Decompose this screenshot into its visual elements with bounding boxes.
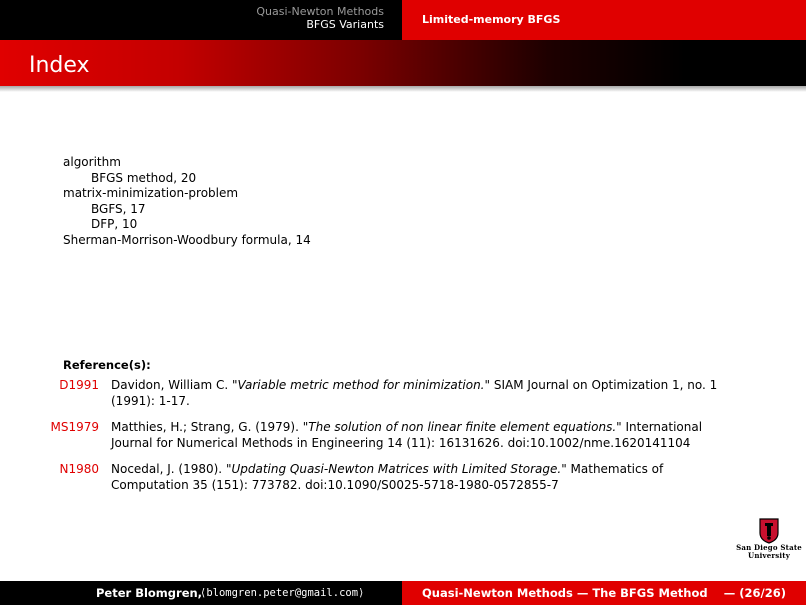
- reference-key[interactable]: N1980: [59, 462, 99, 476]
- reference-source: SIAM Journal on Optimization 1, no. 1 (1991): 1-17.: [111, 378, 718, 408]
- nav-section-group[interactable]: [0, 0, 402, 40]
- reference-source: International Journal for Numerical Methods in Engineering 14 (11): 16131626. doi:10.1002/nme.1620141104: [111, 420, 703, 450]
- footer-page-number: — (26/26): [723, 586, 786, 600]
- reference-item: [0, 462, 806, 504]
- index-subterm: DFP, 10: [91, 217, 138, 231]
- reference-authors: Nocedal, J. (1980).: [111, 462, 226, 476]
- reference-body: [111, 462, 731, 493]
- index-list: [63, 155, 311, 248]
- index-subterm: BGFS, 17: [91, 201, 146, 216]
- university-logo: [735, 518, 803, 566]
- references-list: [0, 378, 806, 504]
- frame-title-bar: [0, 40, 806, 86]
- shield-icon: [759, 518, 779, 544]
- index-term: algorithm: [63, 155, 121, 169]
- references-heading: Reference(s):: [63, 358, 151, 372]
- footer-title-block[interactable]: [402, 581, 806, 605]
- reference-key[interactable]: MS1979: [50, 420, 99, 434]
- reference-authors: Matthies, H.; Strang, G. (1979).: [111, 420, 303, 434]
- reference-source: Mathematics of Computation 35 (151): 773782. doi:10.1090/S0025-5718-1980-0572855-7: [111, 462, 664, 492]
- reference-title: "Variable metric method for minimization.": [232, 378, 491, 392]
- reference-body: [111, 420, 731, 451]
- navigation-bar: [0, 0, 806, 40]
- footer-email: ⟨blomgren.peter@gmail.com⟩: [200, 587, 365, 599]
- footer-title: Quasi-Newton Methods — The BFGS Method: [422, 586, 708, 600]
- index-term: matrix-minimization-problem: [63, 186, 239, 200]
- logo-line-2: University: [748, 551, 790, 560]
- reference-item: [0, 378, 806, 420]
- nav-current-subsection[interactable]: [402, 0, 806, 40]
- logo-line-1: San Diego State: [736, 543, 802, 552]
- title-shadow: [0, 86, 806, 92]
- footer-author: Peter Blomgren,: [96, 586, 203, 600]
- nav-section-link[interactable]: Quasi-Newton Methods: [256, 5, 384, 18]
- index-term: Sherman-Morrison-Woodbury formula, 14: [63, 232, 311, 247]
- index-subterm: BFGS method, 20: [91, 170, 197, 185]
- reference-title: "Updating Quasi-Newton Matrices with Limited Storage.": [225, 462, 567, 476]
- reference-item: [0, 420, 806, 462]
- nav-subsection-link[interactable]: BFGS Variants: [306, 18, 384, 31]
- nav-current-label[interactable]: Limited-memory BFGS: [422, 13, 561, 26]
- reference-key[interactable]: D1991: [59, 378, 99, 392]
- footer-author-block[interactable]: [0, 581, 402, 605]
- reference-authors: Davidon, William C.: [111, 378, 233, 392]
- reference-body: [111, 378, 731, 409]
- frame-title: Index: [29, 53, 90, 78]
- reference-title: "The solution of non linear finite element equations.": [302, 420, 622, 434]
- footer-bar: [0, 581, 806, 605]
